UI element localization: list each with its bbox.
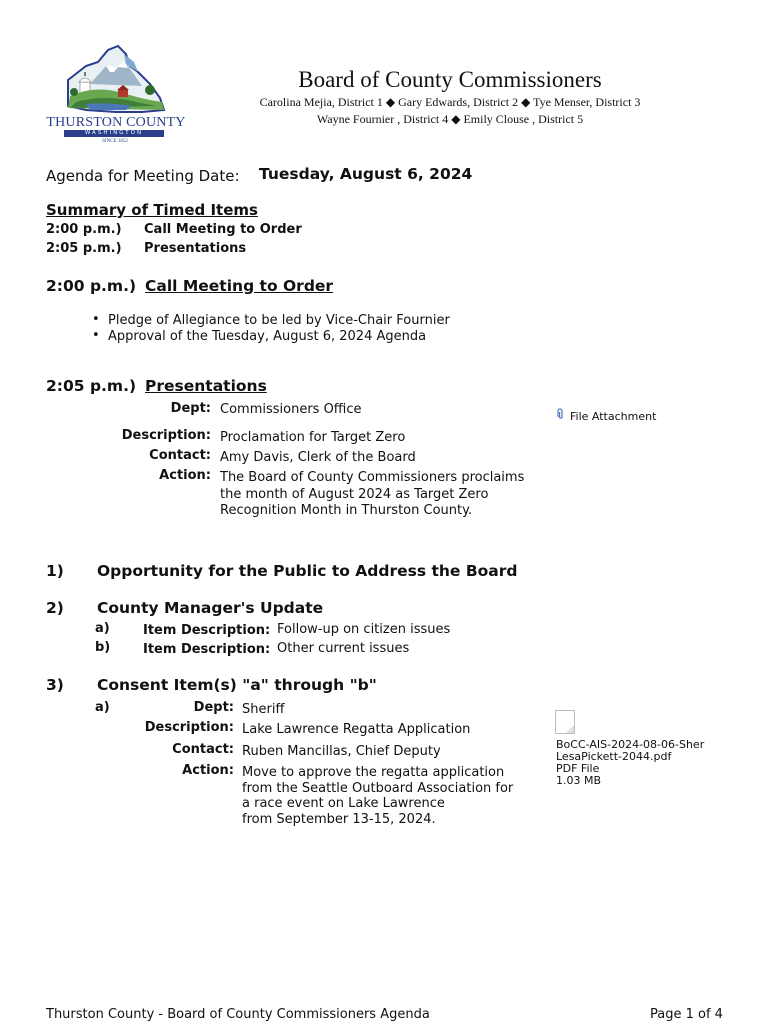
page-title: Board of County Commissioners [298, 67, 602, 92]
call-to-order-bullet-2: Approval of the Tuesday, August 6, 2024 Agenda [108, 329, 427, 344]
presentations-dept-label: Dept: [170, 401, 211, 416]
summary-time-1: 2:00 p.m.) [46, 222, 122, 237]
item-3a-action-line-4: from September 13-15, 2024. [242, 812, 436, 827]
page-number: Page 1 of 4 [650, 1007, 723, 1022]
item-2a-value: Follow-up on citizen issues [277, 622, 451, 637]
item-3a-action-line-1: Move to approve the regatta application [242, 765, 505, 780]
pdf-file-name-line-1[interactable]: BoCC-AIS-2024-08-06-Sher [556, 738, 705, 751]
pdf-file-icon[interactable] [555, 710, 575, 734]
item-3-title: Consent Item(s) "a" through "b" [97, 676, 377, 694]
item-3a-action-line-2: from the Seattle Outboard Association for [242, 781, 514, 796]
item-2-title: County Manager's Update [97, 599, 324, 617]
item-2a-label: Item Description: [143, 623, 271, 638]
file-attachment-link[interactable]: File Attachment [570, 410, 657, 423]
agenda-date-label: Agenda for Meeting Date: [46, 167, 240, 185]
paperclip-icon[interactable] [555, 408, 565, 420]
pdf-file-type: PDF File [556, 762, 600, 775]
presentations-title: Presentations [145, 377, 267, 395]
summary-time-2: 2:05 p.m.) [46, 241, 122, 256]
item-1-number: 1) [46, 562, 64, 580]
item-2b-letter: b) [95, 640, 111, 655]
bullet-dot: • [92, 328, 100, 343]
item-2b-label: Item Description: [143, 642, 271, 657]
item-3a-dept-label: Dept: [193, 700, 234, 715]
presentations-contact-label: Contact: [149, 448, 211, 463]
item-3a-description: Lake Lawrence Regatta Application [242, 722, 471, 737]
pdf-file-name-line-2[interactable]: LesaPickett-2044.pdf [556, 750, 672, 763]
presentations-action-label: Action: [159, 468, 211, 483]
item-3-number: 3) [46, 676, 64, 694]
logo-band [64, 130, 164, 137]
item-3a-description-label: Description: [144, 720, 234, 735]
item-3a-dept: Sheriff [242, 702, 285, 717]
summary-title-2: Presentations [144, 241, 247, 256]
call-to-order-bullet-1: Pledge of Allegiance to be led by Vice-Chair Fournier [108, 313, 450, 328]
summary-heading: Summary of Timed Items [46, 201, 258, 219]
item-3a-letter: a) [95, 700, 110, 715]
call-to-order-time: 2:00 p.m.) [46, 277, 137, 295]
logo-since: SINCE 1852 [102, 139, 128, 144]
item-1-title: Opportunity for the Public to Address the Board [97, 562, 518, 580]
item-3a-contact: Ruben Mancillas, Chief Deputy [242, 744, 441, 759]
presentations-description: Proclamation for Target Zero [220, 430, 406, 445]
presentations-action-line-3: Recognition Month in Thurston County. [220, 503, 473, 518]
item-2b-value: Other current issues [277, 641, 410, 656]
item-2-number: 2) [46, 599, 64, 617]
item-3a-action-label: Action: [182, 763, 234, 778]
logo-band-text: WASHINGTON [84, 130, 144, 136]
bullet-dot: • [92, 312, 100, 327]
footer-title: Thurston County - Board of County Commissioners Agenda [46, 1007, 430, 1022]
presentations-contact: Amy Davis, Clerk of the Board [220, 450, 416, 465]
call-to-order-title: Call Meeting to Order [145, 277, 334, 295]
item-3a-action-line-3: a race event on Lake Lawrence [242, 796, 445, 811]
item-2a-letter: a) [95, 621, 110, 636]
agenda-date: Tuesday, August 6, 2024 [259, 165, 473, 183]
pdf-attachment[interactable] [556, 739, 704, 787]
members-line-1: Carolina Mejia, District 1 ◆ Gary Edwards, District 2 ◆ Tye Menser, District 3 [259, 95, 641, 109]
logo-wordmark: THURSTON COUNTY [46, 115, 186, 130]
presentations-description-label: Description: [121, 428, 211, 443]
presentations-dept: Commissioners Office [220, 402, 362, 417]
item-3a-contact-label: Contact: [172, 742, 234, 757]
presentations-time: 2:05 p.m.) [46, 377, 137, 395]
presentations-action-line-1: The Board of County Commissioners proclaims [220, 470, 525, 485]
pdf-file-size: 1.03 MB [556, 774, 602, 787]
members-line-2: Wayne Fournier , District 4 ◆ Emily Clouse , District 5 [316, 112, 584, 126]
summary-title-1: Call Meeting to Order [144, 222, 302, 237]
presentations-action-line-2: the month of August 2024 as Target Zero [220, 487, 489, 502]
